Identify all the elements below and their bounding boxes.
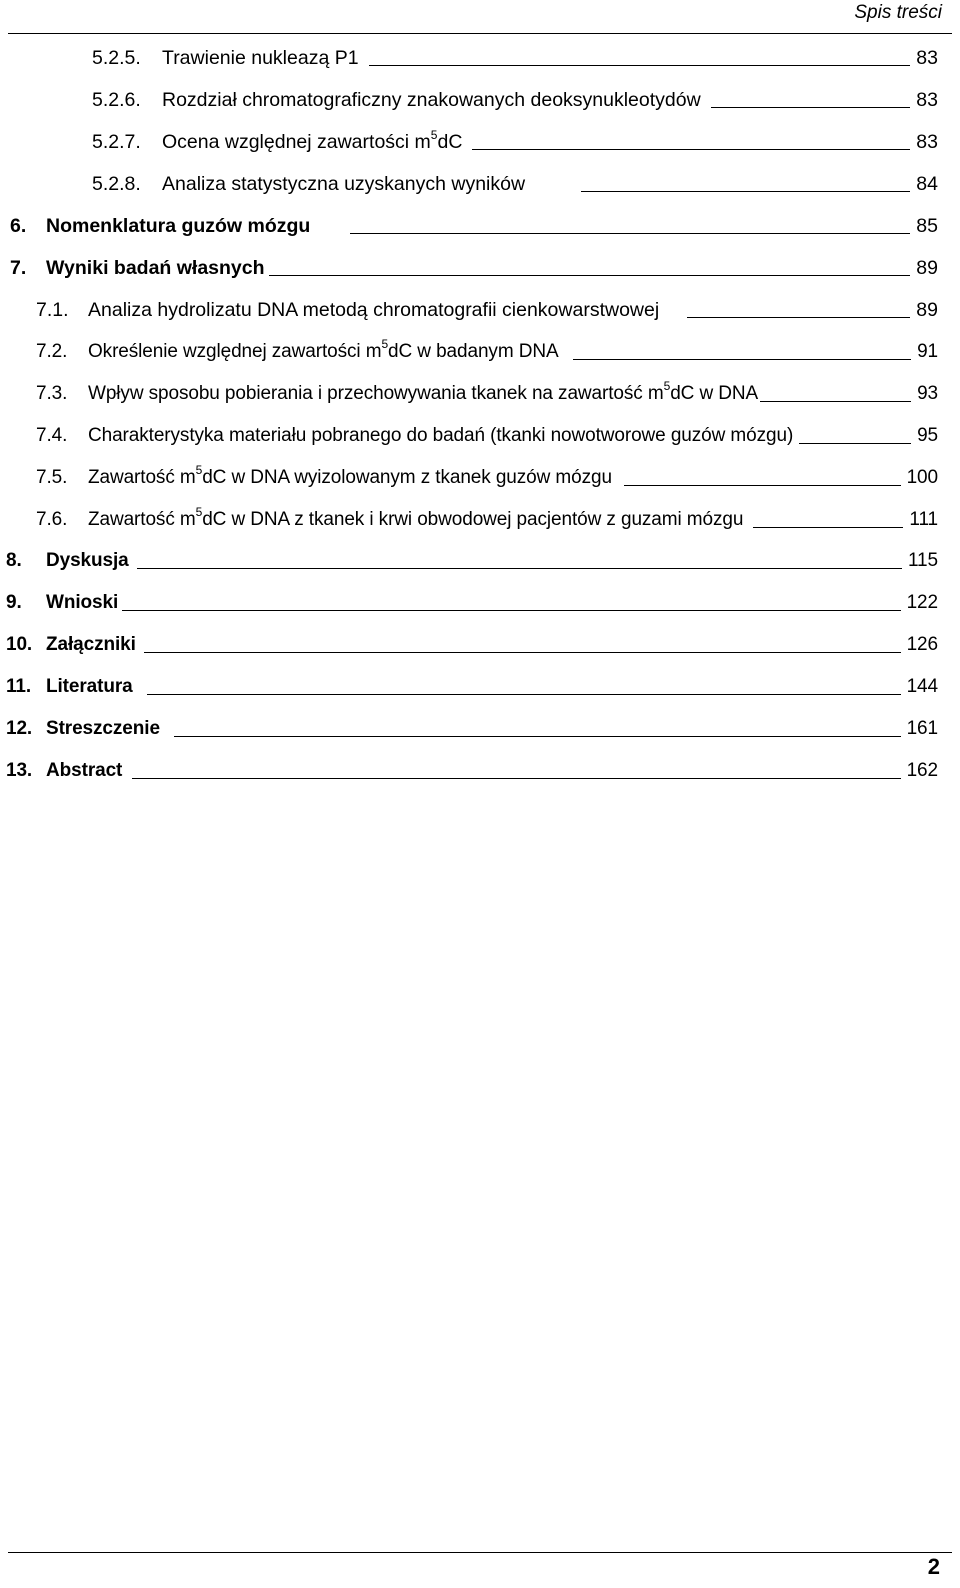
running-header-title: Spis treści (854, 2, 942, 23)
toc-entry-number: 11. (6, 676, 32, 697)
toc-entry-title: Analiza hydrolizatu DNA metodą chromatografii cienkowarstwowej (88, 299, 660, 321)
toc-leader-line (573, 358, 912, 360)
toc-leader-line (350, 232, 910, 234)
toc-entry-number: 7.3. (36, 383, 68, 404)
toc-entry-number: 7.4. (36, 425, 68, 446)
toc-entry-page: 95 (917, 425, 938, 446)
toc-leader-line (799, 442, 911, 444)
toc-entry[interactable] (36, 292, 938, 322)
toc-entry-number: 9. (6, 592, 22, 613)
toc-entry-title: Wpływ sposobu pobierania i przechowywania tkanek na zawartość $m^5dC$ w DNA (88, 379, 759, 404)
toc-entry-title: Wnioski (46, 592, 119, 613)
toc-entry-number: 7.6. (36, 509, 68, 530)
toc-entry[interactable] (6, 585, 938, 615)
toc-entry-page: 93 (917, 383, 938, 404)
toc-entry[interactable] (6, 753, 938, 783)
toc-entry-page: 83 (916, 131, 938, 153)
toc-entry-page: 89 (916, 257, 938, 279)
toc-entry-title: Literatura (46, 676, 133, 697)
toc-leader-line (269, 274, 911, 276)
toc-entry-number: 5.2.8. (92, 173, 141, 195)
toc-leader-line (369, 64, 911, 66)
toc-entry-page: 83 (916, 89, 938, 111)
toc-entry-title: Rozdział chromatograficzny znakowanych deoksynukleotydów (162, 89, 701, 111)
toc-entry-page: 84 (916, 173, 938, 195)
toc-entry-title: Analiza statystyczna uzyskanych wyników (162, 173, 526, 195)
toc-entry-page: 162 (906, 760, 938, 781)
toc-entry-title: Streszczenie (46, 718, 160, 739)
toc-entry-title: Dyskusja (46, 550, 129, 571)
toc-entry-page: 144 (906, 676, 938, 697)
header-rule (8, 33, 952, 34)
toc-entry-number: 5.2.7. (92, 131, 141, 153)
toc-entry-page: 161 (906, 718, 938, 739)
toc-entry[interactable] (10, 250, 938, 280)
page-number: 2 (927, 1554, 940, 1579)
toc-entry-title: Abstract (46, 760, 123, 781)
toc-leader-line (711, 106, 911, 108)
toc-entry-number: 6. (10, 215, 27, 237)
toc-entry-page: 91 (917, 341, 938, 362)
toc-entry-number: 5.2.5. (92, 47, 141, 69)
toc-entry-page: 111 (909, 509, 938, 530)
toc-entry[interactable] (10, 208, 938, 238)
toc-leader-line (144, 651, 901, 653)
toc-entry-page: 100 (906, 467, 938, 488)
toc-leader-line (122, 609, 900, 611)
toc-entry[interactable] (36, 460, 938, 490)
toc-entry-number: 7.1. (36, 299, 69, 321)
toc-leader-line (472, 148, 910, 150)
toc-entry[interactable] (92, 166, 938, 196)
toc-leader-line (147, 693, 901, 695)
toc-leader-line (174, 735, 901, 737)
toc-entry[interactable] (6, 543, 938, 573)
toc-leader-line (753, 526, 903, 528)
toc-entry-number: 8. (6, 550, 22, 571)
toc-entry[interactable] (6, 669, 938, 699)
toc-leader-line (687, 316, 910, 318)
toc-entry-page: 126 (906, 634, 938, 655)
toc-entry[interactable] (36, 418, 938, 448)
toc-entry-page: 89 (916, 299, 938, 321)
toc-entry-number: 13. (6, 760, 33, 781)
toc-leader-line (760, 400, 911, 402)
toc-entry[interactable] (92, 40, 938, 70)
toc-entry-number: 7.2. (36, 341, 68, 362)
toc-entry-number: 7. (10, 257, 27, 279)
toc-entry-title: Wyniki badań własnych (46, 257, 265, 279)
toc-entry-title: Ocena względnej zawartości $m^5dC$ (162, 128, 463, 153)
footer-rule (8, 1552, 952, 1553)
toc-entry-page: 83 (916, 47, 938, 69)
toc-leader-line (624, 484, 901, 486)
toc-entry-page: 115 (908, 550, 938, 571)
toc-entry-number: 5.2.6. (92, 89, 141, 111)
toc-entry-title: Charakterystyka materiału pobranego do badań (tkanki nowotworowe guzów mózgu) (88, 425, 794, 446)
toc-entry[interactable] (6, 711, 938, 741)
toc-entry-number: 10. (6, 634, 33, 655)
toc-entry-title: Nomenklatura guzów mózgu (46, 215, 311, 237)
toc-entry-title: Zawartość $m^5dC$ w DNA wyizolowanym z tkanek guzów mózgu (88, 463, 612, 488)
toc-entry[interactable] (36, 376, 938, 406)
toc-entry[interactable] (92, 124, 938, 154)
toc-entry[interactable] (6, 627, 938, 657)
toc-entry[interactable] (36, 502, 938, 532)
toc-entry-title: Zawartość $m^5dC$ w DNA z tkanek i krwi obwodowej pacjentów z guzami mózgu (88, 505, 744, 530)
toc-entry[interactable] (92, 82, 938, 112)
toc-entry-number: 7.5. (36, 467, 68, 488)
toc-entry-title: Określenie względnej zawartości $m^5dC$ w badanym DNA (88, 337, 559, 362)
toc-leader-line (137, 567, 902, 569)
toc-leader-line (132, 777, 900, 779)
toc-leader-line (581, 190, 910, 192)
toc-entry[interactable] (36, 334, 938, 364)
toc-entry-page: 85 (916, 215, 938, 237)
toc-entry-title: Trawienie nukleazą P1 (162, 47, 359, 69)
toc-entry-number: 12. (6, 718, 33, 739)
toc-entry-page: 122 (906, 592, 938, 613)
toc-entry-title: Załączniki (46, 634, 136, 655)
